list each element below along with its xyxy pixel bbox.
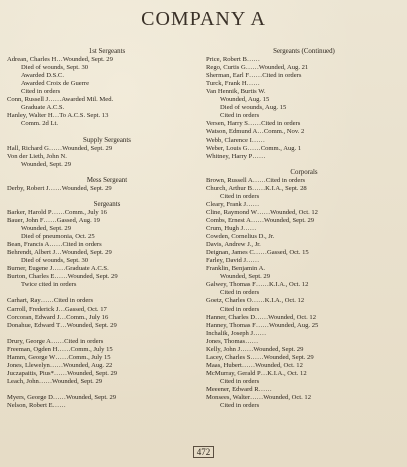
page-footer: [0, 447, 407, 457]
spacer: [7, 169, 207, 177]
spacer: [206, 161, 402, 169]
roster-line: Franklin, Benjamin A.: [206, 265, 265, 273]
roster-line: Rego, Curtis G……Wounded, Aug. 21: [206, 64, 309, 72]
roster-line: Hall, Richard G……Wounded, Sept. 29: [7, 144, 113, 152]
roster-line: Price, Robert B……: [206, 56, 261, 64]
roster-line: Brown, Russell A……Cited in orders: [206, 176, 306, 184]
roster-line: Inchalik, Joseph J……: [206, 329, 267, 337]
roster-line: Barker, Harold P……Comm., July 16: [7, 208, 107, 216]
section-heading: Sergeants (Continued): [273, 48, 335, 55]
roster-line: Maas, Hubert……Wounded, Oct. 12: [206, 361, 303, 369]
roster-line: Nelson, Robert E……: [7, 402, 66, 410]
roster-line: Versen, Harry S……Cited in orders: [206, 120, 301, 128]
roster-line: Cited in orders: [220, 192, 260, 200]
roster-line: Cited in orders: [220, 377, 260, 385]
roster-line: Carhart, Ray……Cited in orders: [7, 297, 94, 305]
roster-line: Juczapaitis, Pius*……Wounded, Sept. 29: [7, 369, 118, 377]
roster-line: Whitney, Harry P……: [206, 152, 266, 160]
spacer: [7, 289, 207, 297]
roster-line: Bauer, John F……Gassed, Aug. 19: [7, 216, 100, 224]
left-column: [7, 48, 207, 410]
roster-line: Freeman, Ogden H……Comm., July 15: [7, 345, 113, 353]
roster-line: Burton, Charles E……Wounded, Sept. 29: [7, 273, 118, 281]
roster-line: Galwey, Thomas F……K.I.A., Oct. 12: [206, 281, 309, 289]
roster-line: Cline, Raymond W……Wounded, Oct. 12: [206, 208, 318, 216]
roster-line: Awarded D.S.C.: [21, 72, 64, 80]
spacer: [7, 193, 207, 201]
roster-line: Drury, George A……Cited in orders: [7, 337, 104, 345]
roster-line: Graduate A.C.S.: [21, 104, 65, 112]
roster-line: Burner, Eugene J……Graduate A.C.S.: [7, 265, 109, 273]
roster-line: Jones, Llewelyn……Wounded, Aug. 22: [7, 361, 113, 369]
roster-line: Davis, Andrew J., Jr.: [206, 241, 261, 249]
roster-line: Farley, David J……: [206, 257, 260, 265]
roster-line: Cited in orders: [21, 88, 61, 96]
roster-line: Monsees, Walter……Wounded, Oct. 12: [206, 394, 312, 402]
roster-line: Died of wounds, Aug. 15: [220, 104, 287, 112]
roster-line: Kelly, John J……Wounded, Sept. 29: [206, 345, 304, 353]
roster-line: Cleary, Frank J……: [206, 200, 260, 208]
roster-line: Died of wounds, Sept. 30: [21, 257, 89, 265]
roster-line: Wounded, Sept. 29: [21, 225, 72, 233]
roster-line: Weber, Louis G……Comm., Aug. 1: [206, 144, 302, 152]
roster-line: Wounded, Sept. 29: [220, 273, 271, 281]
roster-line: Corcoran, Edward J…Comm., July 16: [7, 313, 109, 321]
roster-line: Wounded, Sept. 29: [21, 160, 72, 168]
roster-line: Deignan, James C……Gassed, Oct. 15: [206, 249, 309, 257]
spacer: [7, 386, 207, 394]
roster-line: Conn, Russell J……Awarded Mil. Med.: [7, 96, 114, 104]
roster-line: Cited in orders: [220, 402, 260, 410]
roster-line: Comm. 2d Lt.: [21, 120, 58, 128]
page-number: 472: [193, 446, 215, 458]
roster-line: Bean, Francis A……Cited in orders: [7, 241, 102, 249]
section-heading: Sergeants: [93, 200, 121, 208]
roster-line: Watson, Edmund A…Comm., Nov. 2: [206, 128, 305, 136]
section-heading: Corporals: [290, 168, 318, 176]
roster-line: Lacey, Charles S……Wounded, Sept. 29: [206, 353, 314, 361]
roster-line: Goetz, Charles O……K.I.A., Oct. 12: [206, 297, 305, 305]
right-column: [206, 48, 402, 410]
roster-line: Cited in orders: [220, 112, 260, 120]
roster-line: Behrendt, Albert J…Wounded, Sept. 29: [7, 249, 112, 257]
roster-line: Derby, Robert J……Wounded, Sept. 29: [7, 184, 112, 192]
roster-line: Jones, Thomas……: [206, 337, 259, 345]
roster-line: McMurray, Gerald P…K.I.A., Oct. 12: [206, 369, 307, 377]
section-heading: Mess Sergeant: [86, 176, 128, 184]
roster-line: Died of pneumonia, Oct. 25: [21, 233, 95, 241]
spacer: [7, 128, 207, 136]
roster-line: Hanley, Walter H…To A.C.S. Sept. 13: [7, 112, 109, 120]
roster-line: Carroll, Frederick J…Gassed, Oct. 17: [7, 305, 107, 313]
page-title: COMPANY A: [141, 8, 266, 30]
roster-line: Crum, Hugh J……: [206, 225, 257, 233]
roster-line: Twice cited in orders: [21, 281, 77, 289]
roster-line: Sherman, Earl F……Cited in orders: [206, 72, 302, 80]
roster-line: Turck, Frank H……: [206, 80, 260, 88]
spacer: [7, 330, 207, 338]
roster-line: Combs, Ernest A……Wounded, Sept. 29: [206, 216, 315, 224]
roster-line: Cowden, Cornelius D., Jr.: [206, 233, 275, 241]
roster-line: Died of wounds, Sept. 30: [21, 64, 89, 72]
roster-line: Hanner, Charles D……Wounded, Oct. 12: [206, 313, 316, 321]
roster-line: Hanney, Thomas F……Wounded, Aug. 25: [206, 321, 319, 329]
roster-line: Myers, George D……Wounded, Sept. 29: [7, 394, 117, 402]
section-heading: Supply Sergeants: [83, 136, 131, 144]
section-heading: 1st Sergeants: [88, 48, 126, 55]
roster-line: Webb, Clarence I……: [206, 136, 265, 144]
roster-line: Leach, John……Wounded, Sept. 29: [7, 377, 103, 385]
roster-line: Van Hennik, Burtis W.: [206, 88, 266, 96]
roster-line: Church, Arthur B……K.I.A., Sept. 28: [206, 184, 307, 192]
roster-line: Hamm, George W……Comm., July 15: [7, 353, 111, 361]
roster-line: Wounded, Aug. 15: [220, 96, 270, 104]
roster-line: Von der Lieth, John N.: [7, 152, 67, 160]
roster-line: Donahue, Edward T…Wounded, Sept. 29: [7, 321, 117, 329]
roster-line: Cited in orders: [220, 305, 260, 313]
roster-line: Awarded Croix de Guerre: [21, 80, 90, 88]
roster-line: Adrean, Charles H…Wounded, Sept. 29: [7, 56, 113, 64]
roster-line: Cited in orders: [220, 289, 260, 297]
roster-line: Meeener, Edward R……: [206, 385, 272, 393]
